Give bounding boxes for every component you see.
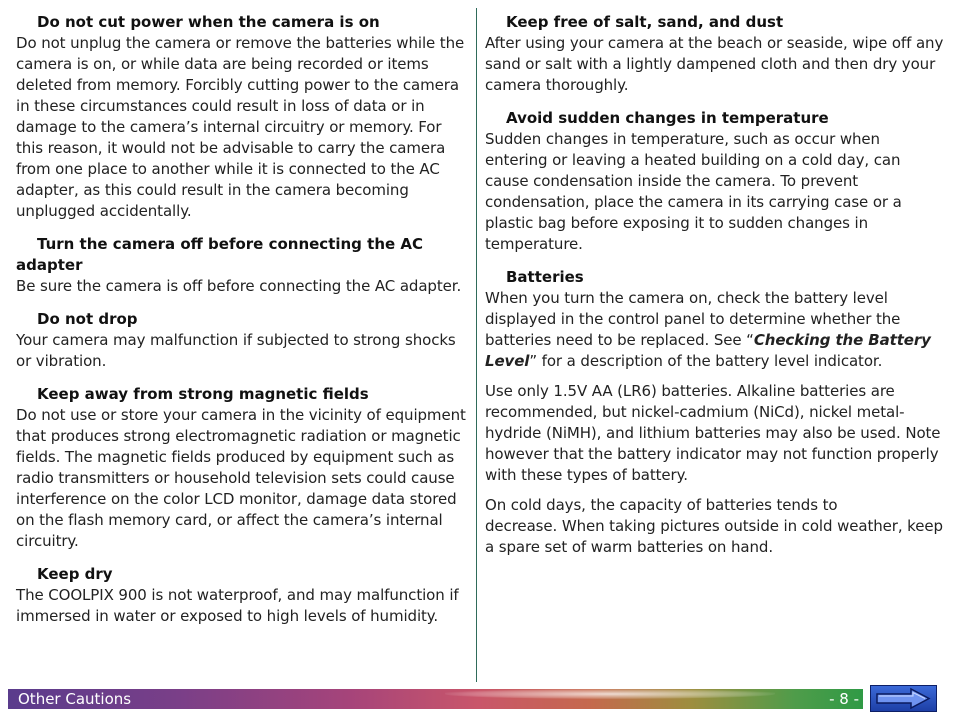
section-heading: Turn the camera off before connecting the AC adapter: [16, 235, 424, 274]
body-text: ” for a description of the battery level indicator.: [529, 352, 883, 370]
left-column: [16, 12, 468, 639]
line-text: On cold days, the capacity of batteries tends to: [485, 496, 838, 514]
section-body: [485, 288, 947, 372]
right-arrow-icon: [871, 686, 936, 711]
section-body: After using your camera at the beach or seaside, wipe off any sand or salt with a lightly dampened cloth and then dry your camera thoroughly.: [485, 34, 944, 94]
section-heading: Do not drop: [37, 310, 138, 328]
section-body: Do not use or store your camera in the vicinity of equipment that produces strong electromagnetic radiation or magnetic fields. The magnetic fields produced by equipment such as radio transmitters or household television sets could cause interference on the color LCD monitor, damage data stored on the flash memory card, or affect the camera’s internal circuitry.: [16, 406, 466, 550]
page-number: - 8 -: [829, 690, 859, 708]
section-magnetic: [16, 384, 468, 552]
paragraph-text: Use only 1.5V AA (LR6) batteries. Alkaline batteries are recommended, but nickel-cadmium (NiCd), nickel metal-hydride (NiMH), and lithium batteries may also be used. Note however that the battery indicator may not function properly with these types of battery.: [485, 382, 941, 484]
section-keep-dry: [16, 564, 468, 627]
line-text: decrease. When taking pictures outside in cold weather, keep a spare set of warm batteries on hand.: [485, 517, 943, 556]
section-heading: Keep free of salt, sand, and dust: [506, 13, 784, 31]
section-body: Be sure the camera is off before connecting the AC adapter.: [16, 277, 462, 295]
footer-highlight: [445, 689, 775, 699]
section-heading: Avoid sudden changes in temperature: [506, 109, 829, 127]
right-column: [485, 12, 947, 567]
section-do-not-drop: [16, 309, 468, 372]
section-body: Your camera may malfunction if subjected to strong shocks or vibration.: [16, 331, 456, 370]
section-heading: Do not cut power when the camera is on: [37, 13, 380, 31]
section-body: The COOLPIX 900 is not waterproof, and may malfunction if immersed in water or exposed to high levels of humidity.: [16, 586, 459, 625]
section-batteries: [485, 267, 947, 372]
section-temperature: [485, 108, 947, 255]
section-body: Sudden changes in temperature, such as occur when entering or leaving a heated building on a cold day, can cause condensation inside the camera. To prevent condensation, place the camera in its carrying case or a plastic bag before exposing it to sudden changes in temperature.: [485, 130, 902, 253]
section-power: [16, 12, 468, 222]
paragraph-cold-days: [485, 495, 947, 558]
section-heading: Batteries: [506, 268, 584, 286]
battery-level-link[interactable]: Checking the Battery Level: [485, 331, 931, 370]
body-text: When you turn the camera on, check the battery level displayed in the control panel to determine whether the batteries need to be replaced. See “: [485, 289, 901, 349]
section-heading: Keep dry: [37, 565, 113, 583]
paragraph-battery-types: [485, 381, 947, 486]
next-page-button[interactable]: [870, 685, 937, 712]
section-salt-sand: [485, 12, 947, 96]
footer-title: Other Cautions: [18, 690, 132, 708]
section-ac-adapter: [16, 234, 468, 297]
section-body: Do not unplug the camera or remove the batteries while the camera is on, or while data are being recorded or items deleted from memory. Forcibly cutting power to the camera in these circumstances could result in loss of data or in damage to the camera’s internal circuitry or memory. For this reason, it would not be advisable to carry the camera from one place to another while it is connected to the AC adapter, as this could result in the camera becoming unplugged accidentally.: [16, 34, 465, 220]
section-heading: Keep away from strong magnetic fields: [37, 385, 369, 403]
paragraph-text: [485, 495, 947, 558]
column-divider: [476, 8, 477, 682]
